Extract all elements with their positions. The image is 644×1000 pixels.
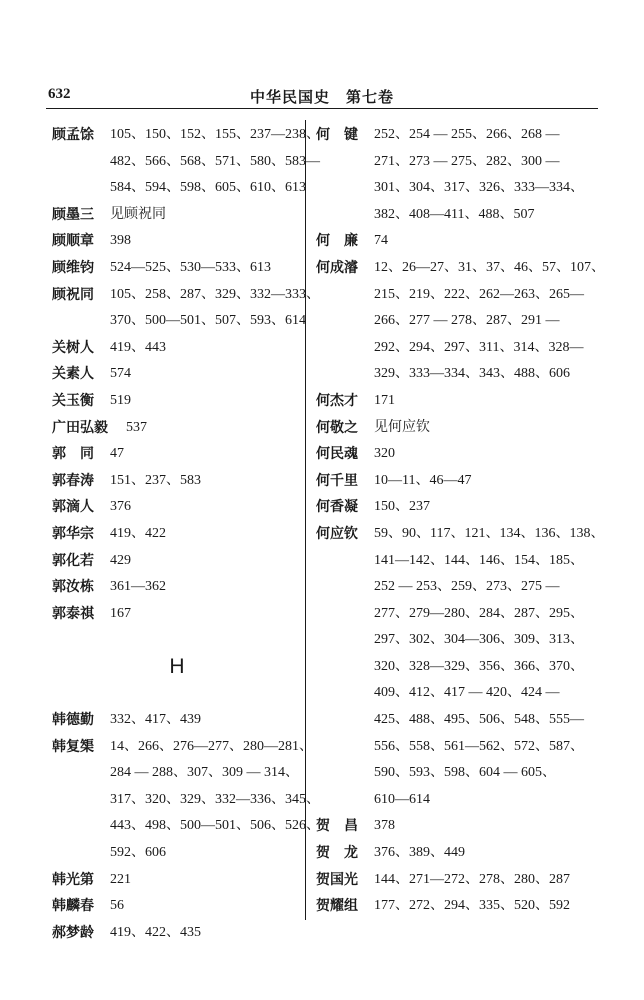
page-refs-line: 14、266、276—277、280—281、 [110,738,313,754]
index-column-right [316,122,605,920]
index-entry [316,388,600,415]
page-refs-line: 见何应钦 [374,419,430,435]
entry-name: 何 键 [316,127,358,143]
page-refs-line: 见顾祝同 [110,206,166,222]
page-refs-line: 419、422、435 [110,924,201,940]
entry-pages [110,361,302,388]
index-entry [316,228,600,255]
index-entry [52,707,302,734]
entry-name: 广田弘毅 [52,419,108,436]
page-refs-line: 332、417、439 [110,712,201,728]
entry-name: 贺 龙 [316,845,358,862]
page-refs-line: 105、150、152、155、237—238、 [110,127,320,142]
page-refs-line: 277、279—280、284、287、295、 [374,605,584,621]
index-entry [316,415,600,442]
entry-name: 何 廉 [316,233,358,250]
page-refs-line: 519 [110,392,131,408]
page-refs-line: 167 [110,605,131,621]
index-entry [316,494,600,521]
entry-pages [110,228,302,255]
entry-pages [110,255,302,282]
entry-name: 何敬之 [316,419,358,436]
page-refs-line: 370、500—501、507、593、614 [110,313,306,329]
page-refs-line: 317、320、329、332—336、345、 [110,791,320,807]
entry-name: 韩复榘 [52,738,94,755]
page-refs-line: 320 [374,446,395,462]
page-refs-line: 443、498、500—501、506、526、 [110,818,320,834]
entry-pages [110,601,302,628]
index-entry [52,494,302,521]
page-refs-line: 144、271—272、278、280、287 [374,871,570,887]
entry-pages [110,468,302,495]
entry-name: 贺 昌 [316,818,358,835]
page-refs-line: 74 [374,233,388,249]
index-entry [316,521,605,814]
entry-pages [110,734,320,867]
page-number: 632 [48,86,71,102]
index-entry [52,920,302,947]
page-refs-line: 482、566、568、571、580、583— [110,153,320,169]
entry-name: 何香凝 [316,499,358,516]
entry-name: 何应钦 [316,525,358,542]
index-entry [316,867,600,894]
page-refs-line: 59、90、117、121、134、136、138、 [374,525,605,541]
page-refs-line: 329、333—334、343、488、606 [374,366,570,382]
index-entry [52,601,302,628]
page-refs-line: 141—142、144、146、154、185、 [374,552,584,568]
entry-name: 郭滴人 [52,499,94,516]
index-entry [316,468,600,495]
index-entry [316,122,600,228]
page-refs-line: 398 [110,233,131,249]
entry-pages [110,920,302,947]
entry-pages [374,840,600,867]
page-refs-line: 215、219、222、262—263、265— [374,286,584,302]
page-refs-line: 584、594、598、605、610、613 [110,180,306,196]
page-refs-line: 177、272、294、335、520、592 [374,898,570,914]
index-entry [316,255,605,388]
entry-pages [374,867,600,894]
page-refs-line: 425、488、495、506、548、555— [374,712,584,728]
entry-name: 郭化若 [52,552,94,569]
entry-pages [110,122,320,202]
page-refs-line: 297、302、304—306、309、313、 [374,632,584,648]
entry-name: 郭 同 [52,446,94,463]
section-letter: H [169,655,185,679]
page-refs-line: 320、328—329、356、366、370、 [374,658,584,674]
index-entry [52,574,302,601]
entry-pages [374,415,600,442]
index-entry [52,335,302,362]
entry-pages [110,893,302,920]
page-refs-line: 271、273 — 275、282、300 — [374,153,560,169]
running-header: 中华民国史 第七卷 [249,88,394,106]
entry-pages [110,202,302,229]
index-entry [52,415,302,442]
index-entry [316,893,600,920]
entry-name: 何民魂 [316,446,358,463]
entry-name: 郝梦龄 [52,924,94,941]
page-refs-line: 266、277 — 278、287、291 — [374,313,560,329]
entry-name: 何千里 [316,472,358,489]
page-refs-line: 378 [374,818,395,834]
entry-pages [374,441,600,468]
page-refs-line: 419、443 [110,339,166,355]
index-entry [52,282,320,335]
entry-pages [126,415,302,442]
entry-name: 何成濬 [316,259,358,276]
entry-name: 郭春涛 [52,472,94,489]
index-entry [52,388,302,415]
page-refs-line: 12、26—27、31、37、46、57、107、 [374,259,605,275]
index-entry [52,202,302,229]
entry-pages [110,335,302,362]
page-refs-line: 284 — 288、307、309 — 314、 [110,765,299,781]
page-refs-line: 592、606 [110,845,166,861]
index-entry [316,441,600,468]
entry-pages [110,574,302,601]
page-refs-line: 590、593、598、604 — 605、 [374,765,556,781]
entry-name: 韩麟春 [52,898,94,915]
index-entry [52,228,302,255]
page-refs-line: 376、389、449 [374,845,465,861]
entry-name: 顾墨三 [52,206,94,223]
entry-name: 顾祝同 [52,286,94,303]
entry-pages [374,122,600,228]
index-entry [52,122,320,202]
page-refs-line: 429 [110,552,131,568]
index-entry [316,813,600,840]
page-refs-line: 419、422 [110,525,166,541]
entry-pages [110,494,302,521]
entry-pages [374,388,600,415]
entry-name: 关树人 [52,339,94,356]
page-refs-line: 171 [374,392,395,408]
header-rule [46,108,598,109]
entry-pages [110,521,302,548]
page-refs-line: 524—525、530—533、613 [110,259,271,275]
page-refs-line: 252、254 — 255、266、268 — [374,127,560,142]
entry-name: 何杰才 [316,392,358,409]
entry-pages [374,813,600,840]
entry-name: 郭华宗 [52,525,94,542]
page-refs-line: 361—362 [110,579,166,595]
entry-name: 关素人 [52,366,94,383]
page-refs-line: 47 [110,446,124,462]
page-refs-line: 10—11、46—47 [374,472,472,488]
entry-pages [374,468,600,495]
page-refs-line: 292、294、297、311、314、328— [374,339,584,355]
entry-pages [374,893,600,920]
entry-pages [374,521,604,814]
page-refs-line: 151、237、583 [110,472,201,488]
entry-pages [110,707,302,734]
page-refs-line: 537 [126,419,147,435]
index-entry [52,521,302,548]
page-refs-line: 382、408—411、488、507 [374,206,535,222]
page-refs-line: 610—614 [374,791,430,807]
page-refs-line: 301、304、317、326、333—334、 [374,180,584,196]
entry-name: 关玉衡 [52,392,94,409]
index-entry [52,734,320,867]
entry-name: 顾孟馀 [52,127,94,143]
entry-pages [110,441,302,468]
page-refs-line: 252 — 253、259、273、275 — [374,579,560,595]
index-entry [52,468,302,495]
index-column-left [52,122,320,946]
entry-pages [374,494,600,521]
index-entry [52,867,302,894]
entry-pages [110,282,320,335]
entry-pages [110,388,302,415]
page-refs-line: 574 [110,366,131,382]
entry-pages [374,255,605,388]
entry-name: 贺国光 [316,871,358,888]
entry-name: 郭汝栋 [52,579,94,596]
entry-pages [110,867,302,894]
entry-name: 顾维钧 [52,259,94,276]
page-refs-line: 56 [110,898,124,914]
index-entry [52,255,302,282]
page-refs-line: 409、412、417 — 420、424 — [374,685,560,701]
entry-name: 韩光第 [52,871,94,888]
index-entry [52,441,302,468]
index-entry [52,548,302,575]
page-refs-line: 221 [110,871,131,887]
entry-pages [374,228,600,255]
page-refs-line: 556、558、561—562、572、587、 [374,738,584,754]
entry-name: 贺耀组 [316,898,358,915]
index-entry [316,840,600,867]
index-entry [52,361,302,388]
page-refs-line: 376 [110,499,131,515]
index-entry [52,893,302,920]
page-refs-line: 105、258、287、329、332—333、 [110,286,320,302]
entry-name: 韩德勤 [52,712,94,729]
entry-name: 顾顺章 [52,233,94,250]
entry-name: 郭泰祺 [52,605,94,622]
page-refs-line: 150、237 [374,499,430,515]
entry-pages [110,548,302,575]
